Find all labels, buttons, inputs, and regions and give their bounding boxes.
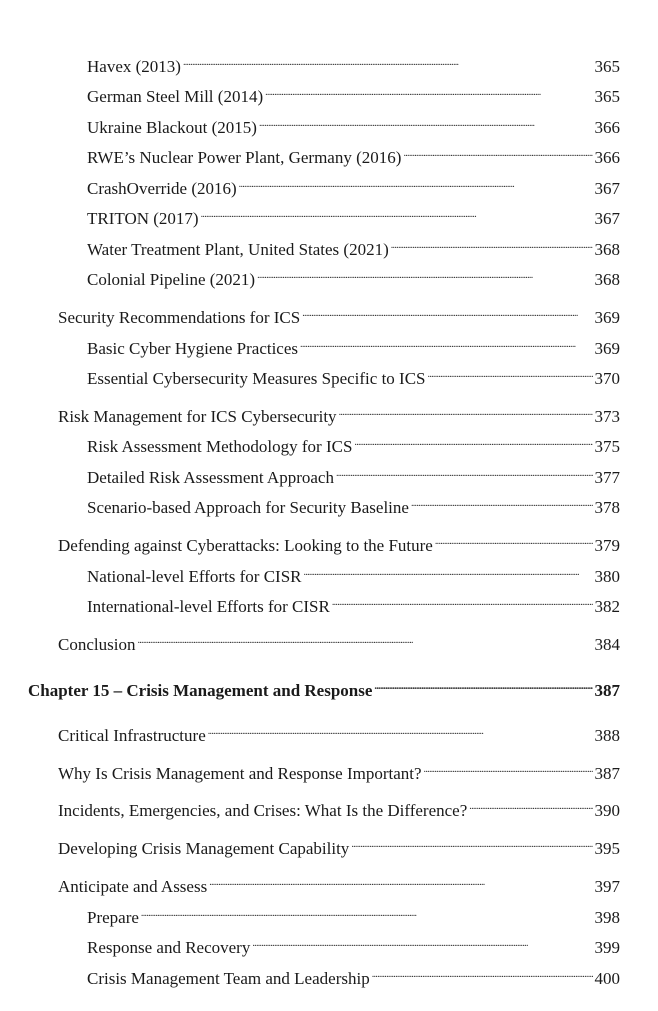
toc-entry-title: Prepare — [87, 908, 139, 927]
toc-entry[interactable] — [87, 172, 620, 200]
toc-entry-title: National-level Efforts for CISR — [87, 567, 302, 586]
dot-leader — [304, 560, 593, 582]
dot-leader — [259, 111, 593, 133]
toc-entry[interactable] — [87, 111, 620, 139]
toc-entry-title: Ukraine Blackout (2015) — [87, 118, 257, 137]
dot-leader — [435, 529, 593, 551]
toc-entry-title: Water Treatment Plant, United States (2021) — [87, 240, 389, 259]
toc-entry-title: Risk Management for ICS Cybersecurity — [58, 407, 337, 426]
toc-entry-title: Critical Infrastructure — [58, 726, 206, 745]
dot-leader — [403, 141, 592, 163]
dot-leader — [411, 491, 593, 513]
toc-page-number: 366 — [594, 118, 620, 137]
dot-leader — [336, 461, 593, 483]
toc-page-number: 378 — [594, 498, 620, 517]
toc-page-number: 399 — [594, 938, 620, 957]
toc-entry-title: CrashOverride (2016) — [87, 179, 237, 198]
dot-leader — [428, 362, 593, 384]
toc-entry-title: Detailed Risk Assessment Approach — [87, 468, 334, 487]
toc-page-number: 387 — [594, 764, 620, 783]
toc-page-number: 365 — [594, 57, 620, 76]
toc-entry[interactable] — [87, 430, 620, 458]
dot-leader — [300, 332, 592, 354]
dot-leader — [302, 301, 592, 323]
toc-page-number: 366 — [594, 148, 620, 167]
dot-leader — [239, 172, 593, 194]
dot-leader — [265, 80, 592, 102]
toc-entry-title: International-level Efforts for CISR — [87, 597, 330, 616]
toc-entry[interactable] — [87, 590, 620, 618]
toc-entry[interactable] — [58, 757, 620, 785]
toc-page-number: 367 — [594, 179, 620, 198]
toc-page-number: 370 — [594, 369, 620, 388]
toc-entry[interactable] — [87, 962, 620, 990]
toc-entry-title: Risk Assessment Methodology for ICS — [87, 437, 353, 456]
toc-entry-title: Havex (2013) — [87, 57, 181, 76]
toc-page-number: 387 — [594, 681, 620, 700]
toc-entry[interactable] — [58, 832, 620, 860]
toc-entry[interactable] — [87, 233, 620, 261]
dot-leader — [183, 50, 593, 72]
toc-entry-title: Conclusion — [58, 635, 136, 654]
toc-entry-title: Incidents, Emergencies, and Crises: What Is the Difference? — [58, 801, 468, 820]
dot-leader — [201, 202, 593, 224]
toc-page-number: 377 — [594, 468, 620, 487]
toc-page-number: 388 — [594, 726, 620, 745]
toc-page-number: 380 — [594, 567, 620, 586]
toc-entry[interactable] — [58, 628, 620, 656]
toc-entry-title: Chapter 15 – Crisis Management and Response — [28, 681, 373, 700]
toc-entry[interactable] — [87, 901, 620, 929]
dot-leader — [391, 233, 593, 255]
toc-page-number: 379 — [594, 536, 620, 555]
toc-page-number: 400 — [594, 969, 620, 988]
toc-entry-title: TRITON (2017) — [87, 209, 199, 228]
toc-entry-title: Colonial Pipeline (2021) — [87, 270, 256, 289]
toc-entry[interactable] — [87, 560, 620, 588]
toc-entry-title: RWE’s Nuclear Power Plant, Germany (2016) — [87, 148, 402, 167]
toc-entry[interactable] — [58, 870, 620, 898]
toc-entry-title: Why Is Crisis Management and Response Important? — [58, 764, 422, 783]
dot-leader — [339, 400, 593, 422]
toc-entry[interactable] — [87, 202, 620, 230]
toc-page-number: 397 — [594, 877, 620, 896]
dot-leader — [141, 901, 593, 923]
dot-leader — [354, 430, 592, 452]
toc-entry[interactable] — [87, 80, 620, 108]
dot-leader — [137, 628, 592, 650]
dot-leader — [252, 931, 592, 953]
toc-page-number: 390 — [594, 801, 620, 820]
toc-entry-title: Anticipate and Assess — [58, 877, 208, 896]
dot-leader — [424, 757, 593, 779]
toc-entry[interactable] — [87, 461, 620, 489]
toc-page-number: 368 — [594, 240, 620, 259]
toc-entry-title: Security Recommendations for ICS — [58, 308, 301, 327]
toc-entry-title: Crisis Management Team and Leadership — [87, 969, 370, 988]
toc-page-number: 368 — [594, 270, 620, 289]
toc-entry[interactable] — [58, 794, 620, 822]
dot-leader — [374, 674, 592, 696]
toc-entry[interactable] — [58, 719, 620, 747]
toc-entry-title: Basic Cyber Hygiene Practices — [87, 339, 299, 358]
dot-leader — [332, 590, 593, 612]
toc-entry[interactable] — [58, 529, 620, 557]
toc-page-number: 367 — [594, 209, 620, 228]
toc-entry[interactable] — [87, 50, 620, 78]
dot-leader — [372, 962, 593, 984]
toc-entry[interactable] — [87, 931, 620, 959]
toc-entry[interactable] — [87, 263, 620, 291]
dot-leader — [208, 719, 593, 741]
toc-entry[interactable] — [58, 400, 620, 428]
toc-page-number: 382 — [594, 597, 620, 616]
toc-page-number: 395 — [594, 839, 620, 858]
toc-entry-title: Essential Cybersecurity Measures Specific to ICS — [87, 369, 426, 388]
toc-entry[interactable] — [87, 332, 620, 360]
toc-page-number: 398 — [594, 908, 620, 927]
toc-page-number: 384 — [594, 635, 620, 654]
dot-leader — [209, 870, 592, 892]
toc-entry[interactable] — [87, 362, 620, 390]
toc-entry-title: Developing Crisis Management Capability — [58, 839, 350, 858]
toc-page-number: 369 — [594, 308, 620, 327]
toc-entry[interactable] — [58, 301, 620, 329]
toc-entry-title: Defending against Cyberattacks: Looking to the Future — [58, 536, 433, 555]
toc-entry[interactable] — [87, 491, 620, 519]
dot-leader — [257, 263, 592, 285]
toc-entry-title: Scenario-based Approach for Security Baseline — [87, 498, 409, 517]
toc-chapter-heading[interactable] — [28, 674, 620, 702]
toc-entry-title: German Steel Mill (2014) — [87, 87, 264, 106]
dot-leader — [469, 794, 592, 816]
toc-page-number: 373 — [594, 407, 620, 426]
toc-page-number: 369 — [594, 339, 620, 358]
toc-page-number: 375 — [594, 437, 620, 456]
toc-entry[interactable] — [87, 141, 620, 169]
toc-entry-title: Response and Recovery — [87, 938, 251, 957]
dot-leader — [351, 832, 592, 854]
toc-page-number: 365 — [594, 87, 620, 106]
